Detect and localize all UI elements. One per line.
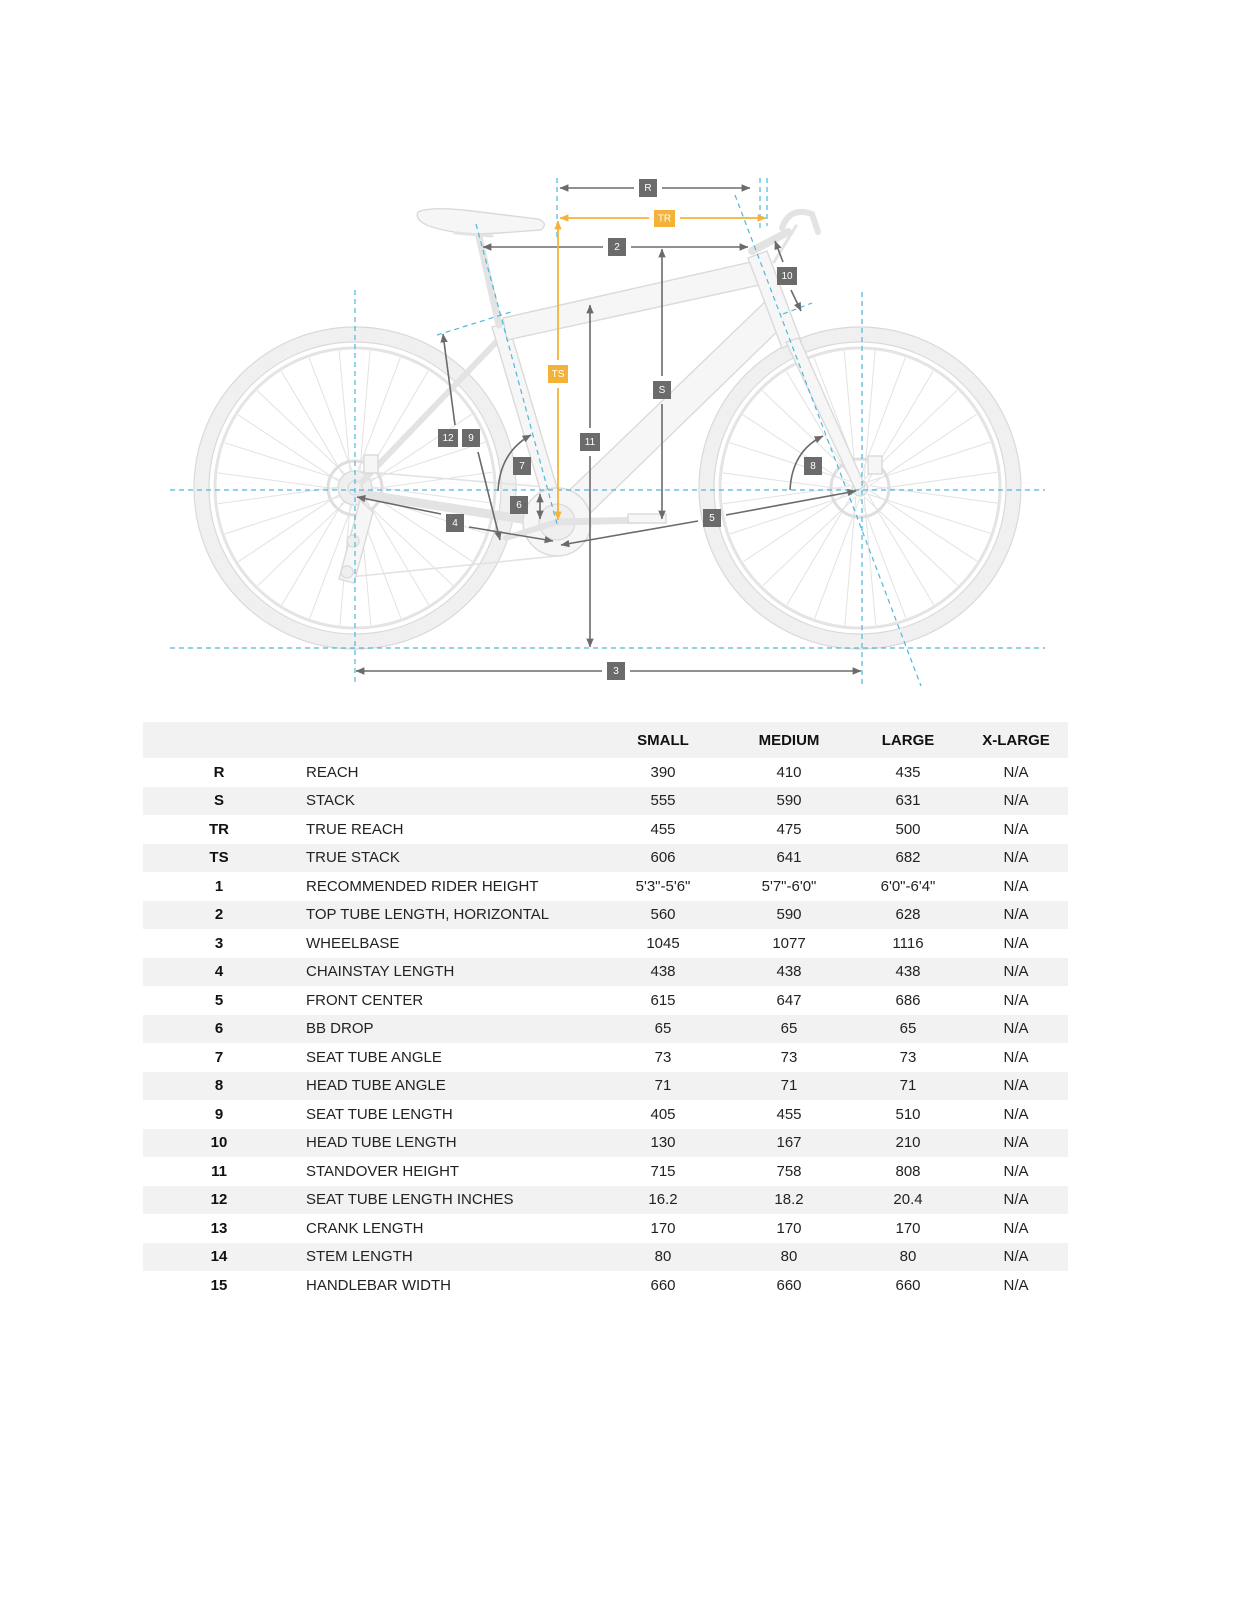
marker-top-tube-label: 2 — [614, 242, 620, 253]
value-large: 438 — [895, 963, 921, 981]
marker-head-tube-angle — [804, 457, 822, 475]
value-medium: 758 — [776, 1162, 802, 1180]
row-code: 3 — [214, 934, 224, 952]
row-name: FRONT CENTER — [306, 991, 424, 1009]
row-name: SEAT TUBE LENGTH INCHES — [306, 1191, 514, 1209]
marker-stack-label: S — [658, 385, 666, 396]
value-large: 71 — [899, 1077, 917, 1095]
value-medium: 660 — [776, 1276, 802, 1294]
value-small: 16.2 — [648, 1191, 678, 1209]
table-row — [143, 758, 1068, 787]
marker-seat-tube — [462, 429, 480, 447]
row-code: 1 — [214, 877, 224, 895]
pedal — [628, 514, 666, 523]
row-code: 5 — [214, 991, 224, 1009]
value-medium: 455 — [776, 1105, 802, 1123]
value-xlarge: N/A — [1003, 877, 1029, 895]
value-medium: 1077 — [772, 934, 806, 952]
value-medium: 167 — [776, 1134, 802, 1152]
row-code: R — [213, 763, 225, 781]
marker-reach-label: R — [644, 183, 652, 194]
value-large: 20.4 — [893, 1191, 923, 1209]
row-name: HEAD TUBE ANGLE — [306, 1077, 446, 1095]
table-row — [143, 844, 1068, 873]
table-row — [143, 1015, 1068, 1044]
marker-head-tube-angle-label: 8 — [810, 461, 816, 472]
value-large: 682 — [895, 849, 921, 867]
row-name: BB DROP — [306, 1020, 374, 1038]
row-code: 11 — [211, 1162, 227, 1180]
value-medium: 590 — [776, 792, 802, 810]
row-name: SEAT TUBE ANGLE — [306, 1048, 442, 1066]
value-xlarge: N/A — [1003, 763, 1029, 781]
marker-seat-tube-label: 9 — [468, 433, 474, 444]
spoke — [309, 358, 355, 478]
marker-head-tube-label: 10 — [781, 271, 793, 282]
value-xlarge: N/A — [1003, 1077, 1029, 1095]
header-xlarge: X-LARGE — [964, 722, 1068, 758]
marker-seat-tube-angle-label: 7 — [519, 461, 525, 472]
marker-seat-tube-angle — [513, 457, 531, 475]
value-medium: 475 — [776, 820, 802, 838]
value-small: 555 — [650, 792, 676, 810]
value-large: 500 — [895, 820, 921, 838]
row-name: STEM LENGTH — [306, 1248, 413, 1266]
marker-seat-tube-inches — [438, 429, 458, 447]
value-small: 390 — [650, 763, 676, 781]
spoke — [238, 490, 345, 561]
value-xlarge: N/A — [1003, 1048, 1029, 1066]
marker-front-center-label: 5 — [709, 513, 715, 524]
bike-geometry-diagram — [0, 0, 1237, 700]
value-xlarge: N/A — [1003, 906, 1029, 924]
value-small: 170 — [650, 1219, 676, 1237]
row-name: WHEELBASE — [306, 934, 400, 952]
value-small: 615 — [650, 991, 676, 1009]
row-code: 4 — [214, 963, 224, 981]
value-xlarge: N/A — [1003, 1134, 1029, 1152]
row-name: TRUE REACH — [306, 820, 404, 838]
table-row — [143, 929, 1068, 958]
value-xlarge: N/A — [1003, 792, 1029, 810]
value-small: 606 — [650, 849, 676, 867]
row-code: 14 — [210, 1248, 228, 1266]
row-name: TRUE STACK — [306, 849, 400, 867]
marker-bb-drop-label: 6 — [516, 500, 522, 511]
value-small: 560 — [650, 906, 676, 924]
row-code: 6 — [214, 1020, 224, 1038]
value-medium: 18.2 — [774, 1191, 804, 1209]
marker-standover — [580, 433, 600, 451]
value-large: 631 — [895, 792, 921, 810]
value-small: 73 — [654, 1048, 672, 1066]
value-large: 510 — [895, 1105, 921, 1123]
value-small: 71 — [654, 1077, 672, 1095]
value-medium: 641 — [776, 849, 802, 867]
value-large: 65 — [899, 1020, 917, 1038]
value-small: 80 — [654, 1248, 672, 1266]
table-row — [143, 1243, 1068, 1272]
value-large: 210 — [895, 1134, 921, 1152]
marker-bb-drop — [510, 496, 528, 514]
front-brake-caliper — [868, 456, 882, 474]
fork — [786, 338, 865, 491]
row-name: TOP TUBE LENGTH, HORIZONTAL — [306, 906, 550, 924]
header-code — [143, 722, 295, 758]
saddle — [417, 209, 544, 234]
value-xlarge: N/A — [1003, 991, 1029, 1009]
table-row — [143, 1157, 1068, 1186]
marker-head-tube — [777, 267, 797, 285]
row-code: 2 — [214, 906, 224, 924]
geometry-table — [143, 722, 1068, 1300]
table-row — [143, 1186, 1068, 1215]
value-medium: 5'7"-6'0" — [761, 877, 817, 895]
bicycle-illustration — [194, 209, 1021, 649]
table-row — [143, 1129, 1068, 1158]
spoke — [257, 391, 350, 480]
marker-stack — [653, 381, 671, 399]
row-code: 10 — [210, 1134, 228, 1152]
seat-tube-axis — [476, 224, 557, 524]
marker-seat-tube-inches-label: 12 — [442, 433, 454, 444]
row-name: RECOMMENDED RIDER HEIGHT — [306, 877, 539, 895]
value-xlarge: N/A — [1003, 1162, 1029, 1180]
value-large: 73 — [899, 1048, 917, 1066]
value-medium: 410 — [776, 763, 802, 781]
row-code: TS — [209, 849, 229, 867]
derailleur-pulley — [341, 566, 353, 578]
marker-chainstay-label: 4 — [452, 518, 458, 529]
marker-true-reach-label: TR — [657, 213, 672, 225]
row-name: REACH — [306, 763, 359, 781]
value-medium: 590 — [776, 906, 802, 924]
row-code: 12 — [210, 1191, 228, 1209]
value-large: 686 — [895, 991, 921, 1009]
table-row — [143, 1043, 1068, 1072]
value-small: 438 — [650, 963, 676, 981]
value-medium: 65 — [780, 1020, 798, 1038]
row-code: S — [213, 792, 224, 810]
value-small: 455 — [650, 820, 676, 838]
marker-chainstay — [446, 514, 464, 532]
rear-brake-caliper — [364, 455, 378, 473]
marker-true-reach — [654, 210, 675, 227]
value-large: 170 — [895, 1219, 921, 1237]
value-small: 5'3"-5'6" — [635, 877, 691, 895]
value-xlarge: N/A — [1003, 1219, 1029, 1237]
value-small: 715 — [650, 1162, 676, 1180]
down-tube — [553, 299, 788, 528]
marker-wheelbase-label: 3 — [613, 666, 619, 677]
value-large: 435 — [895, 763, 921, 781]
spoke — [339, 351, 351, 479]
value-large: 6'0"-6'4" — [880, 877, 936, 895]
table-row — [143, 958, 1068, 987]
value-xlarge: N/A — [1003, 1248, 1029, 1266]
value-large: 660 — [895, 1276, 921, 1294]
value-large: 80 — [899, 1248, 917, 1266]
value-small: 660 — [650, 1276, 676, 1294]
value-medium: 647 — [776, 991, 802, 1009]
marker-top-tube — [608, 238, 626, 256]
value-small: 1045 — [646, 934, 680, 952]
row-name: HEAD TUBE LENGTH — [306, 1134, 457, 1152]
value-small: 130 — [650, 1134, 676, 1152]
row-code: 9 — [214, 1105, 224, 1123]
marker-front-center — [703, 509, 721, 527]
table-row — [143, 872, 1068, 901]
value-xlarge: N/A — [1003, 820, 1029, 838]
table-row — [143, 901, 1068, 930]
value-xlarge: N/A — [1003, 934, 1029, 952]
head-tube-dimension-line — [791, 290, 801, 311]
value-small: 65 — [654, 1020, 672, 1038]
marker-true-stack-label: TS — [551, 369, 565, 380]
derailleur-pulley — [347, 535, 359, 547]
value-medium: 170 — [776, 1219, 802, 1237]
value-xlarge: N/A — [1003, 1020, 1029, 1038]
value-large: 808 — [895, 1162, 921, 1180]
row-name: STANDOVER HEIGHT — [306, 1162, 460, 1180]
table-row — [143, 1072, 1068, 1101]
table-row — [143, 1100, 1068, 1129]
spoke — [238, 415, 345, 486]
row-name: CHAINSTAY LENGTH — [306, 963, 455, 981]
row-name: SEAT TUBE LENGTH — [306, 1105, 453, 1123]
marker-reach — [639, 179, 657, 197]
header-large: LARGE — [852, 722, 964, 758]
value-medium: 73 — [780, 1048, 798, 1066]
value-medium: 71 — [780, 1077, 798, 1095]
value-xlarge: N/A — [1003, 1276, 1029, 1294]
value-xlarge: N/A — [1003, 1191, 1029, 1209]
marker-true-stack — [548, 365, 568, 383]
top-tube — [503, 260, 764, 340]
value-medium: 80 — [780, 1248, 798, 1266]
table-row — [143, 787, 1068, 816]
row-code: 13 — [210, 1219, 228, 1237]
row-code: 7 — [214, 1048, 224, 1066]
table-row — [143, 1214, 1068, 1243]
dimension-lines — [356, 188, 861, 671]
row-name: HANDLEBAR WIDTH — [306, 1276, 452, 1294]
row-code: 15 — [210, 1276, 228, 1294]
row-code: TR — [209, 820, 229, 838]
header-medium: MEDIUM — [726, 722, 852, 758]
row-name: CRANK LENGTH — [306, 1219, 424, 1237]
spoke — [258, 497, 351, 586]
table-row — [143, 986, 1068, 1015]
header-name — [295, 722, 600, 758]
seatpost — [478, 232, 499, 325]
header-small: SMALL — [600, 722, 726, 758]
marker-standover-label: 11 — [584, 437, 596, 448]
value-xlarge: N/A — [1003, 849, 1029, 867]
value-large: 628 — [895, 906, 921, 924]
marker-wheelbase — [607, 662, 625, 680]
row-code: 8 — [214, 1077, 224, 1095]
value-large: 1116 — [892, 934, 924, 952]
value-xlarge: N/A — [1003, 1105, 1029, 1123]
row-name: STACK — [306, 792, 355, 810]
table-row — [143, 1271, 1068, 1300]
value-xlarge: N/A — [1003, 963, 1029, 981]
table-row — [143, 815, 1068, 844]
table-header-row — [143, 722, 1068, 758]
value-medium: 438 — [776, 963, 802, 981]
value-small: 405 — [650, 1105, 676, 1123]
